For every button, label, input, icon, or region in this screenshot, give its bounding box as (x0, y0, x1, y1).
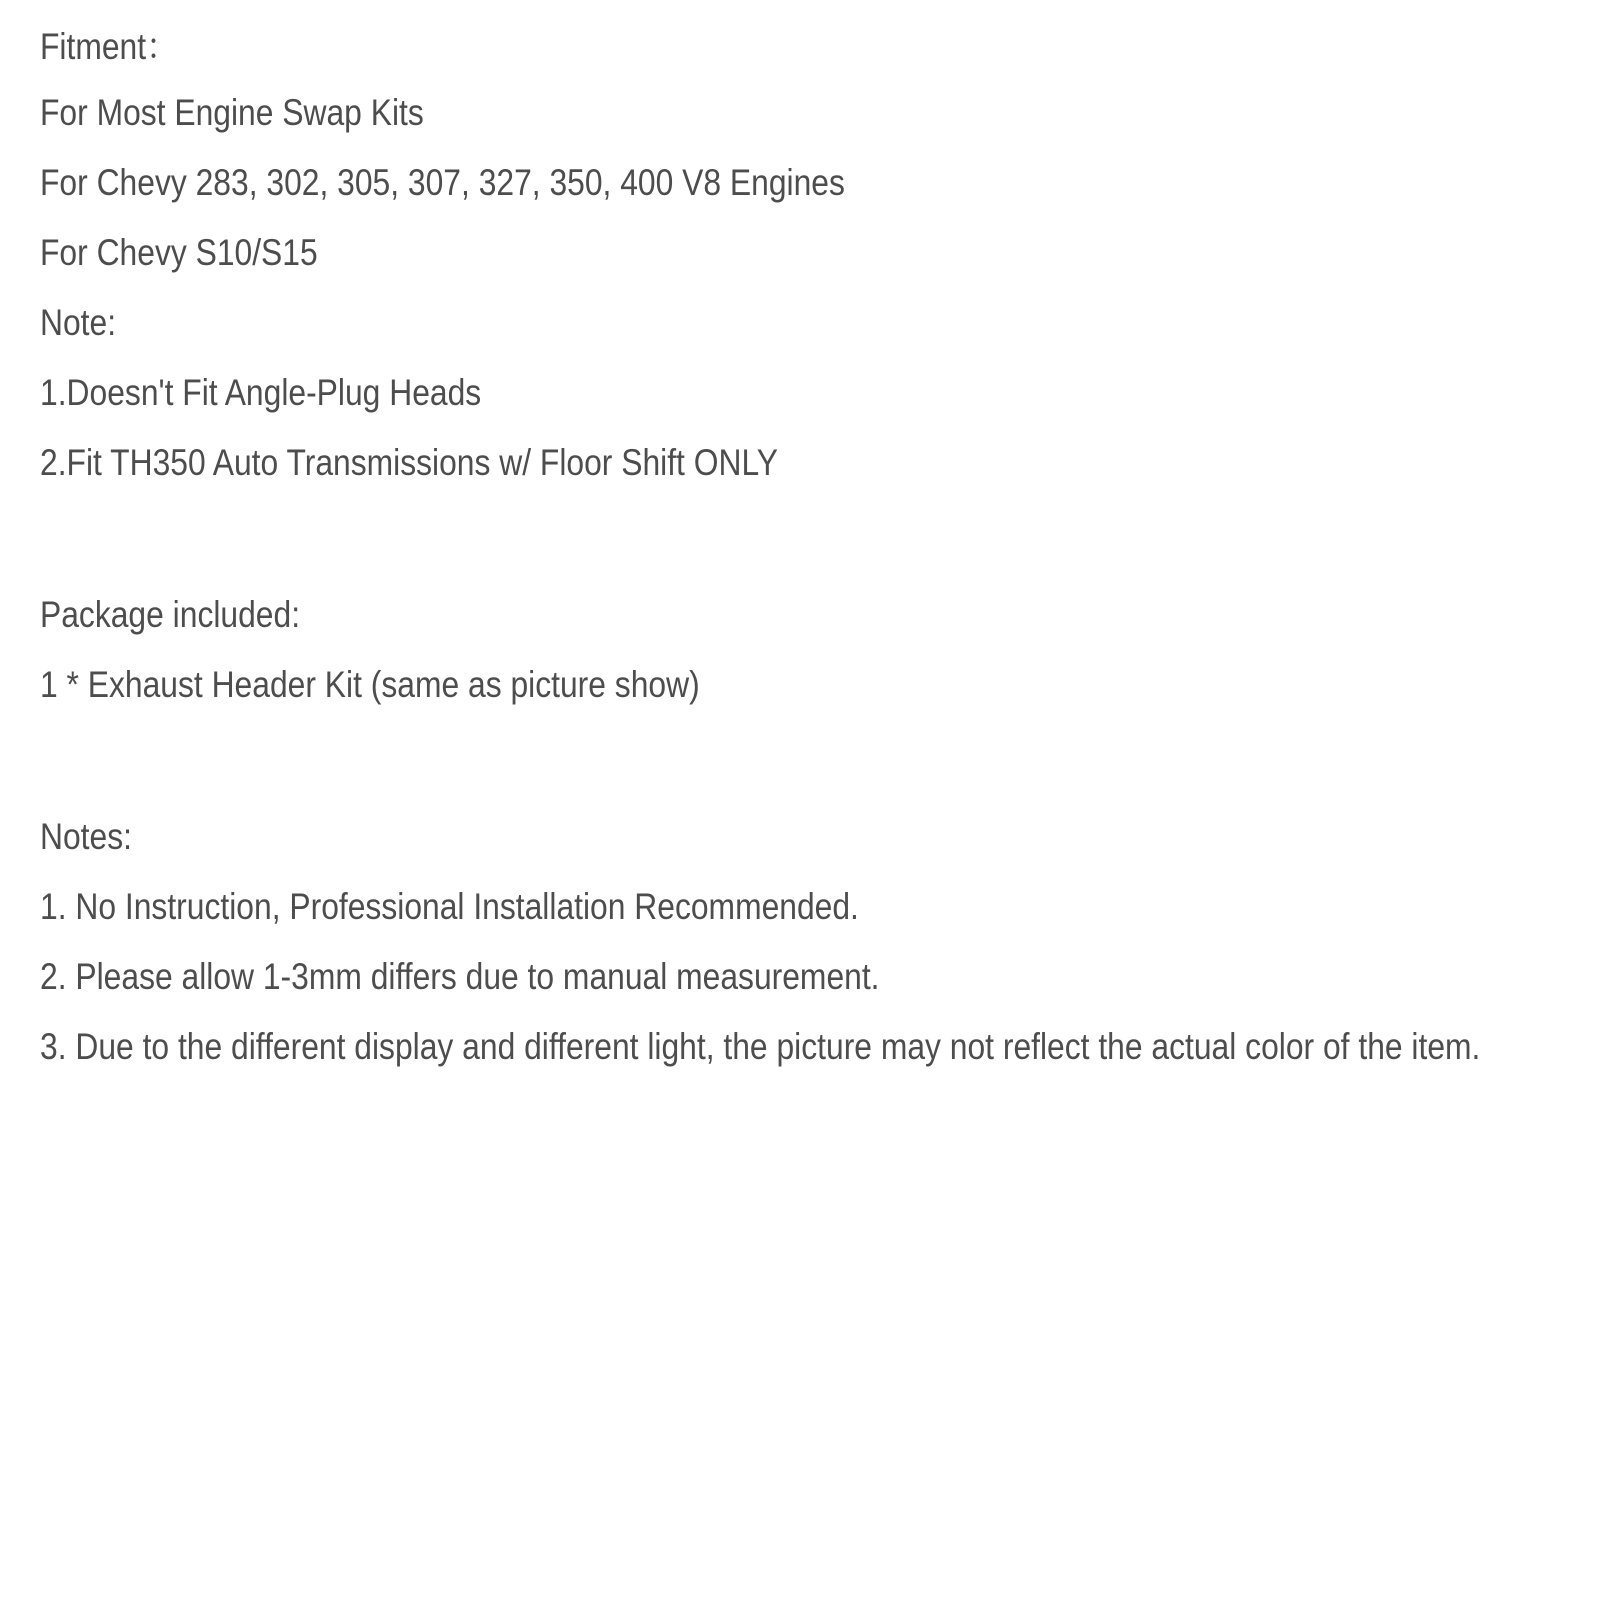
section-fitment (40, 8, 1560, 498)
notes-item-2: 2. Please allow 1-3mm differs due to manual measurement. (40, 956, 880, 997)
fitment-heading: Fitment： (40, 26, 178, 67)
fitment-line-chevy-engines: For Chevy 283, 302, 305, 307, 327, 350, 400 V8 Engines (40, 162, 845, 203)
notes-item-1: 1. No Instruction, Professional Installation Recommended. (40, 886, 859, 927)
section-package-included (40, 580, 1560, 720)
fitment-line-chevy-s10: For Chevy S10/S15 (40, 232, 318, 273)
notes-item-3: 3. Due to the different display and different light, the picture may not reflect the actual color of the item. (40, 1026, 1481, 1067)
section-notes (40, 802, 1560, 1082)
fitment-line-engine-swap: For Most Engine Swap Kits (40, 92, 424, 133)
note-item-2: 2.Fit TH350 Auto Transmissions w/ Floor Shift ONLY (40, 442, 779, 483)
package-item-1: 1 * Exhaust Header Kit (same as picture show) (40, 664, 700, 705)
package-heading: Package included: (40, 594, 301, 635)
notes-heading: Notes: (40, 816, 132, 857)
note-heading: Note: (40, 302, 117, 343)
note-item-1: 1.Doesn't Fit Angle-Plug Heads (40, 372, 482, 413)
